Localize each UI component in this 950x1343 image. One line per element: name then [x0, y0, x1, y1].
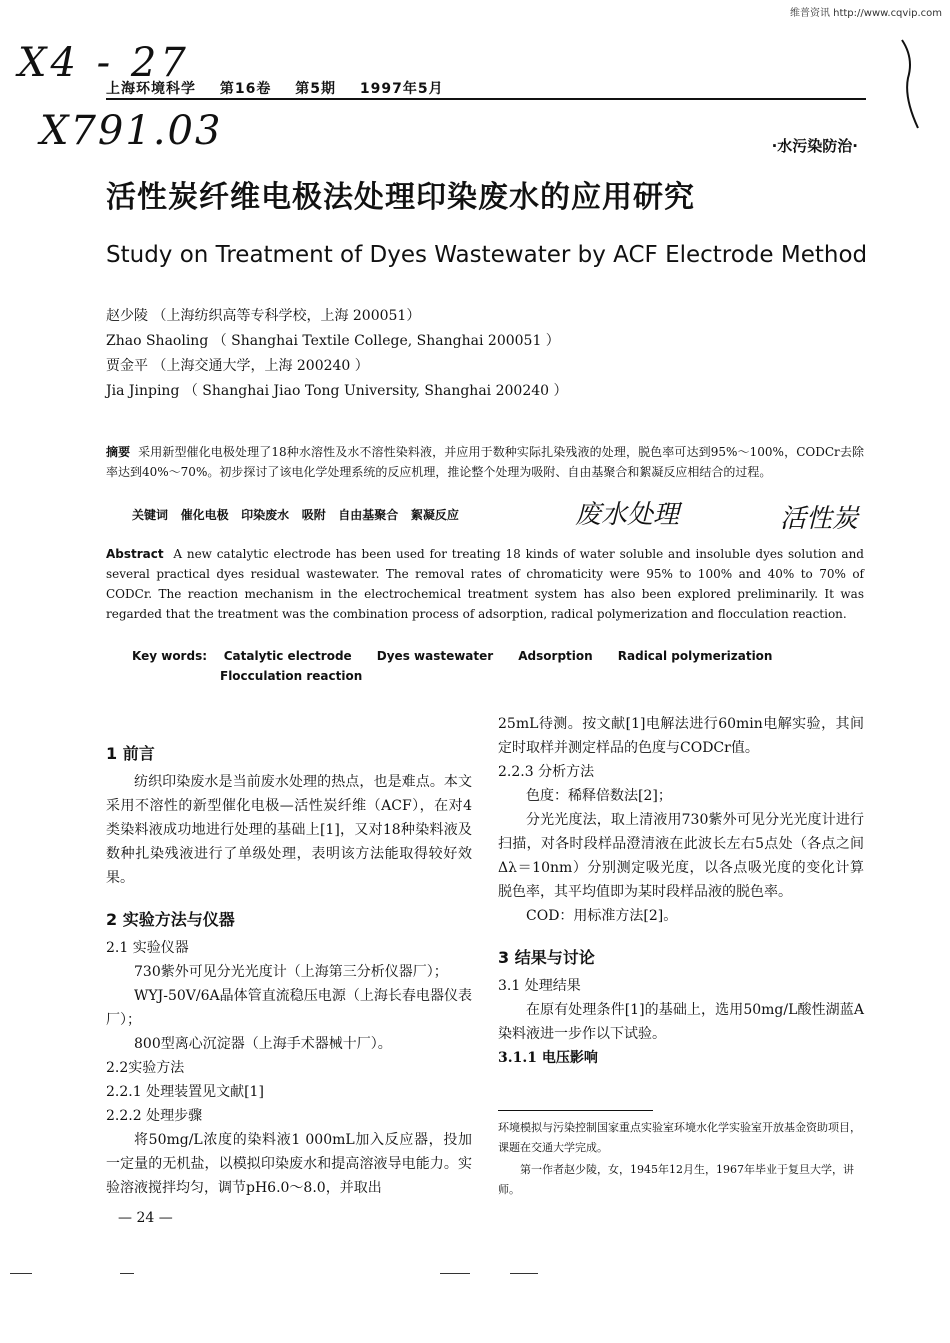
scan-mark: [120, 1273, 134, 1274]
method-color: 色度：稀释倍数法[2]；: [526, 788, 672, 804]
author-line-3: 贾金平 （上海交通大学，上海 200240 ）: [106, 358, 369, 374]
keyword-cn: 吸附: [301, 508, 326, 522]
subsection-heading: 2.2.2 处理步骤: [106, 1108, 203, 1124]
keyword-cn: 催化电极: [180, 508, 229, 522]
keywords-chinese: [132, 506, 459, 523]
section-1-heading: 1 前言: [106, 744, 155, 763]
journal-date: 1997年5月: [359, 81, 444, 97]
keyword-cn: 絮凝反应: [410, 508, 459, 522]
journal-name: 上海环境科学: [106, 81, 196, 97]
section-1-paragraph: 纺织印染废水是当前废水处理的热点，也是难点。本文采用不溶性的新型催化电极—活性炭纤维（ACF），在对4类染料液成功地进行处理的基础上[1]，又对18种染料液及数种扎染残液进行了单级处理，表明该方法能取得较好效果。: [106, 774, 472, 886]
footnote-fund: 环境模拟与污染控制国家重点实验室环境水化学实验室开放基金资助项目，课题在交通大学完成。: [498, 1121, 861, 1154]
author-line-4: Jia Jinping （ Shanghai Jiao Tong University, Shanghai 200240 ）: [106, 383, 568, 399]
footnote-rule: [498, 1110, 653, 1111]
footnote-bio: 第一作者赵少陵，女，1945年12月生，1967年毕业于复旦大学，讲师。: [498, 1163, 854, 1196]
section-tag: ·水污染防治·: [771, 137, 858, 155]
subsection-heading: 2.2.3 分析方法: [498, 764, 595, 780]
results-paragraph: 在原有处理条件[1]的基础上，选用50mg/L酸性湖蓝A染料液进一步作以下试验。: [498, 1002, 864, 1042]
title-chinese: 活性炭纤维电极法处理印染废水的应用研究: [106, 180, 695, 215]
instrument-item: 730紫外可见分光光度计（上海第三分析仪器厂）；: [134, 964, 448, 980]
procedure-paragraph: 将50mg/L浓度的染料液1 000mL加入反应器，投加一定量的无机盐，以模拟印染废水和提高溶液导电能力。实验溶液搅拌均匀，调节pH6.0～8.0，并取出: [106, 1132, 472, 1196]
abstract-cn-text: 采用新型催化电极处理了18种水溶性及水不溶性染料液，并应用于数种实际扎染残液的处理，脱色率可达到95%～100%，CODCr去除率达到40%～70%。初步探讨了该电化学处理系统的反应机理，推论整个处理为吸附、自由基聚合和絮凝反应相结合的过程。: [106, 445, 864, 479]
subsection-heading: 2.2.1 处理装置见文献[1]: [106, 1084, 264, 1100]
keywords-en-label: Key words:: [132, 649, 208, 663]
abstract-chinese: [106, 442, 864, 482]
bracket-mark: [900, 38, 922, 130]
subsection-heading: 3.1 处理结果: [498, 978, 581, 994]
journal-issue: 第5期: [295, 81, 336, 97]
keyword-cn: 自由基聚合: [338, 508, 399, 522]
keyword-en: Adsorption: [518, 649, 593, 663]
left-column: [106, 732, 472, 1200]
instrument-item: WYJ-50V/6A晶体管直流稳压电源（上海长春电器仪表厂）；: [106, 988, 472, 1028]
watermark: 维普资讯 http://www.cqvip.com: [789, 8, 942, 19]
abstract-en-label: Abstract: [106, 547, 164, 561]
page-number: — 24 —: [118, 1210, 173, 1226]
scan-mark: [510, 1273, 538, 1274]
handwritten-class-code: X791.03: [40, 108, 223, 154]
keywords-cn-label: 关键词: [132, 508, 169, 522]
abstract-cn-label: 摘要: [106, 445, 131, 459]
abstract-english: [106, 544, 864, 624]
author-line-1: 赵少陵 （上海纺织高等专科学校，上海 200051）: [106, 308, 421, 324]
author-line-2: Zhao Shaoling （ Shanghai Textile College, Shanghai 200051 ）: [106, 333, 560, 349]
method-spectro: 分光光度法，取上清液用730紫外可见分光光度计进行扫描，对各时段样品澄清液在此波长左右5点处（各点之间Δλ＝10nm）分别测定吸光度，以各点吸光度的变化计算脱色率，其平均值即为某时段样品液的脱色率。: [498, 812, 864, 900]
keyword-cn: 印染废水: [241, 508, 290, 522]
method-cod: COD：用标准方法[2]。: [526, 908, 678, 924]
procedure-continued: 25mL待测。按文献[1]电解法进行60min电解实验，其间定时取样并测定样品的色度与CODCr值。: [498, 716, 864, 756]
keywords-english: [132, 646, 812, 686]
subsection-heading: 3.1.1 电压影响: [498, 1050, 598, 1066]
scan-mark: [440, 1273, 470, 1274]
handwritten-note: 废水处理: [575, 500, 680, 530]
abstract-en-text: A new catalytic electrode has been used for treating 18 kinds of water soluble and insoluble dyes solution and several practical dyes residual wastewater. The removal rates of chromaticity were 95% to 100% and 40% to 70% of CODCr. The reaction mechanism in the electrochemical treatment system has also been explored preliminarily. It was regarded that the treatment was the combination process of adsorption, radical polymerization and flocculation reaction.: [106, 547, 864, 621]
keyword-en: Catalytic electrode: [223, 649, 352, 663]
section-2-heading: 2 实验方法与仪器: [106, 910, 235, 929]
journal-header: [106, 78, 462, 98]
keyword-en: Flocculation reaction: [220, 669, 363, 683]
handwritten-code: X4 - 27: [18, 40, 190, 86]
keyword-en: Radical polymerization: [617, 649, 773, 663]
title-english: Study on Treatment of Dyes Wastewater by ACF Electrode Method: [106, 242, 868, 268]
section-3-heading: 3 结果与讨论: [498, 948, 595, 967]
subsection-heading: 2.1 实验仪器: [106, 940, 189, 956]
subsection-heading: 2.2实验方法: [106, 1060, 185, 1076]
handwritten-note: 活性炭: [780, 504, 859, 534]
right-column: [498, 712, 864, 1070]
journal-volume: 第16卷: [219, 81, 272, 97]
keyword-en: Dyes wastewater: [376, 649, 494, 663]
scan-mark: [10, 1273, 32, 1274]
header-rule: [106, 98, 866, 100]
instrument-item: 800型离心沉淀器（上海手术器械十厂）。: [134, 1036, 392, 1052]
